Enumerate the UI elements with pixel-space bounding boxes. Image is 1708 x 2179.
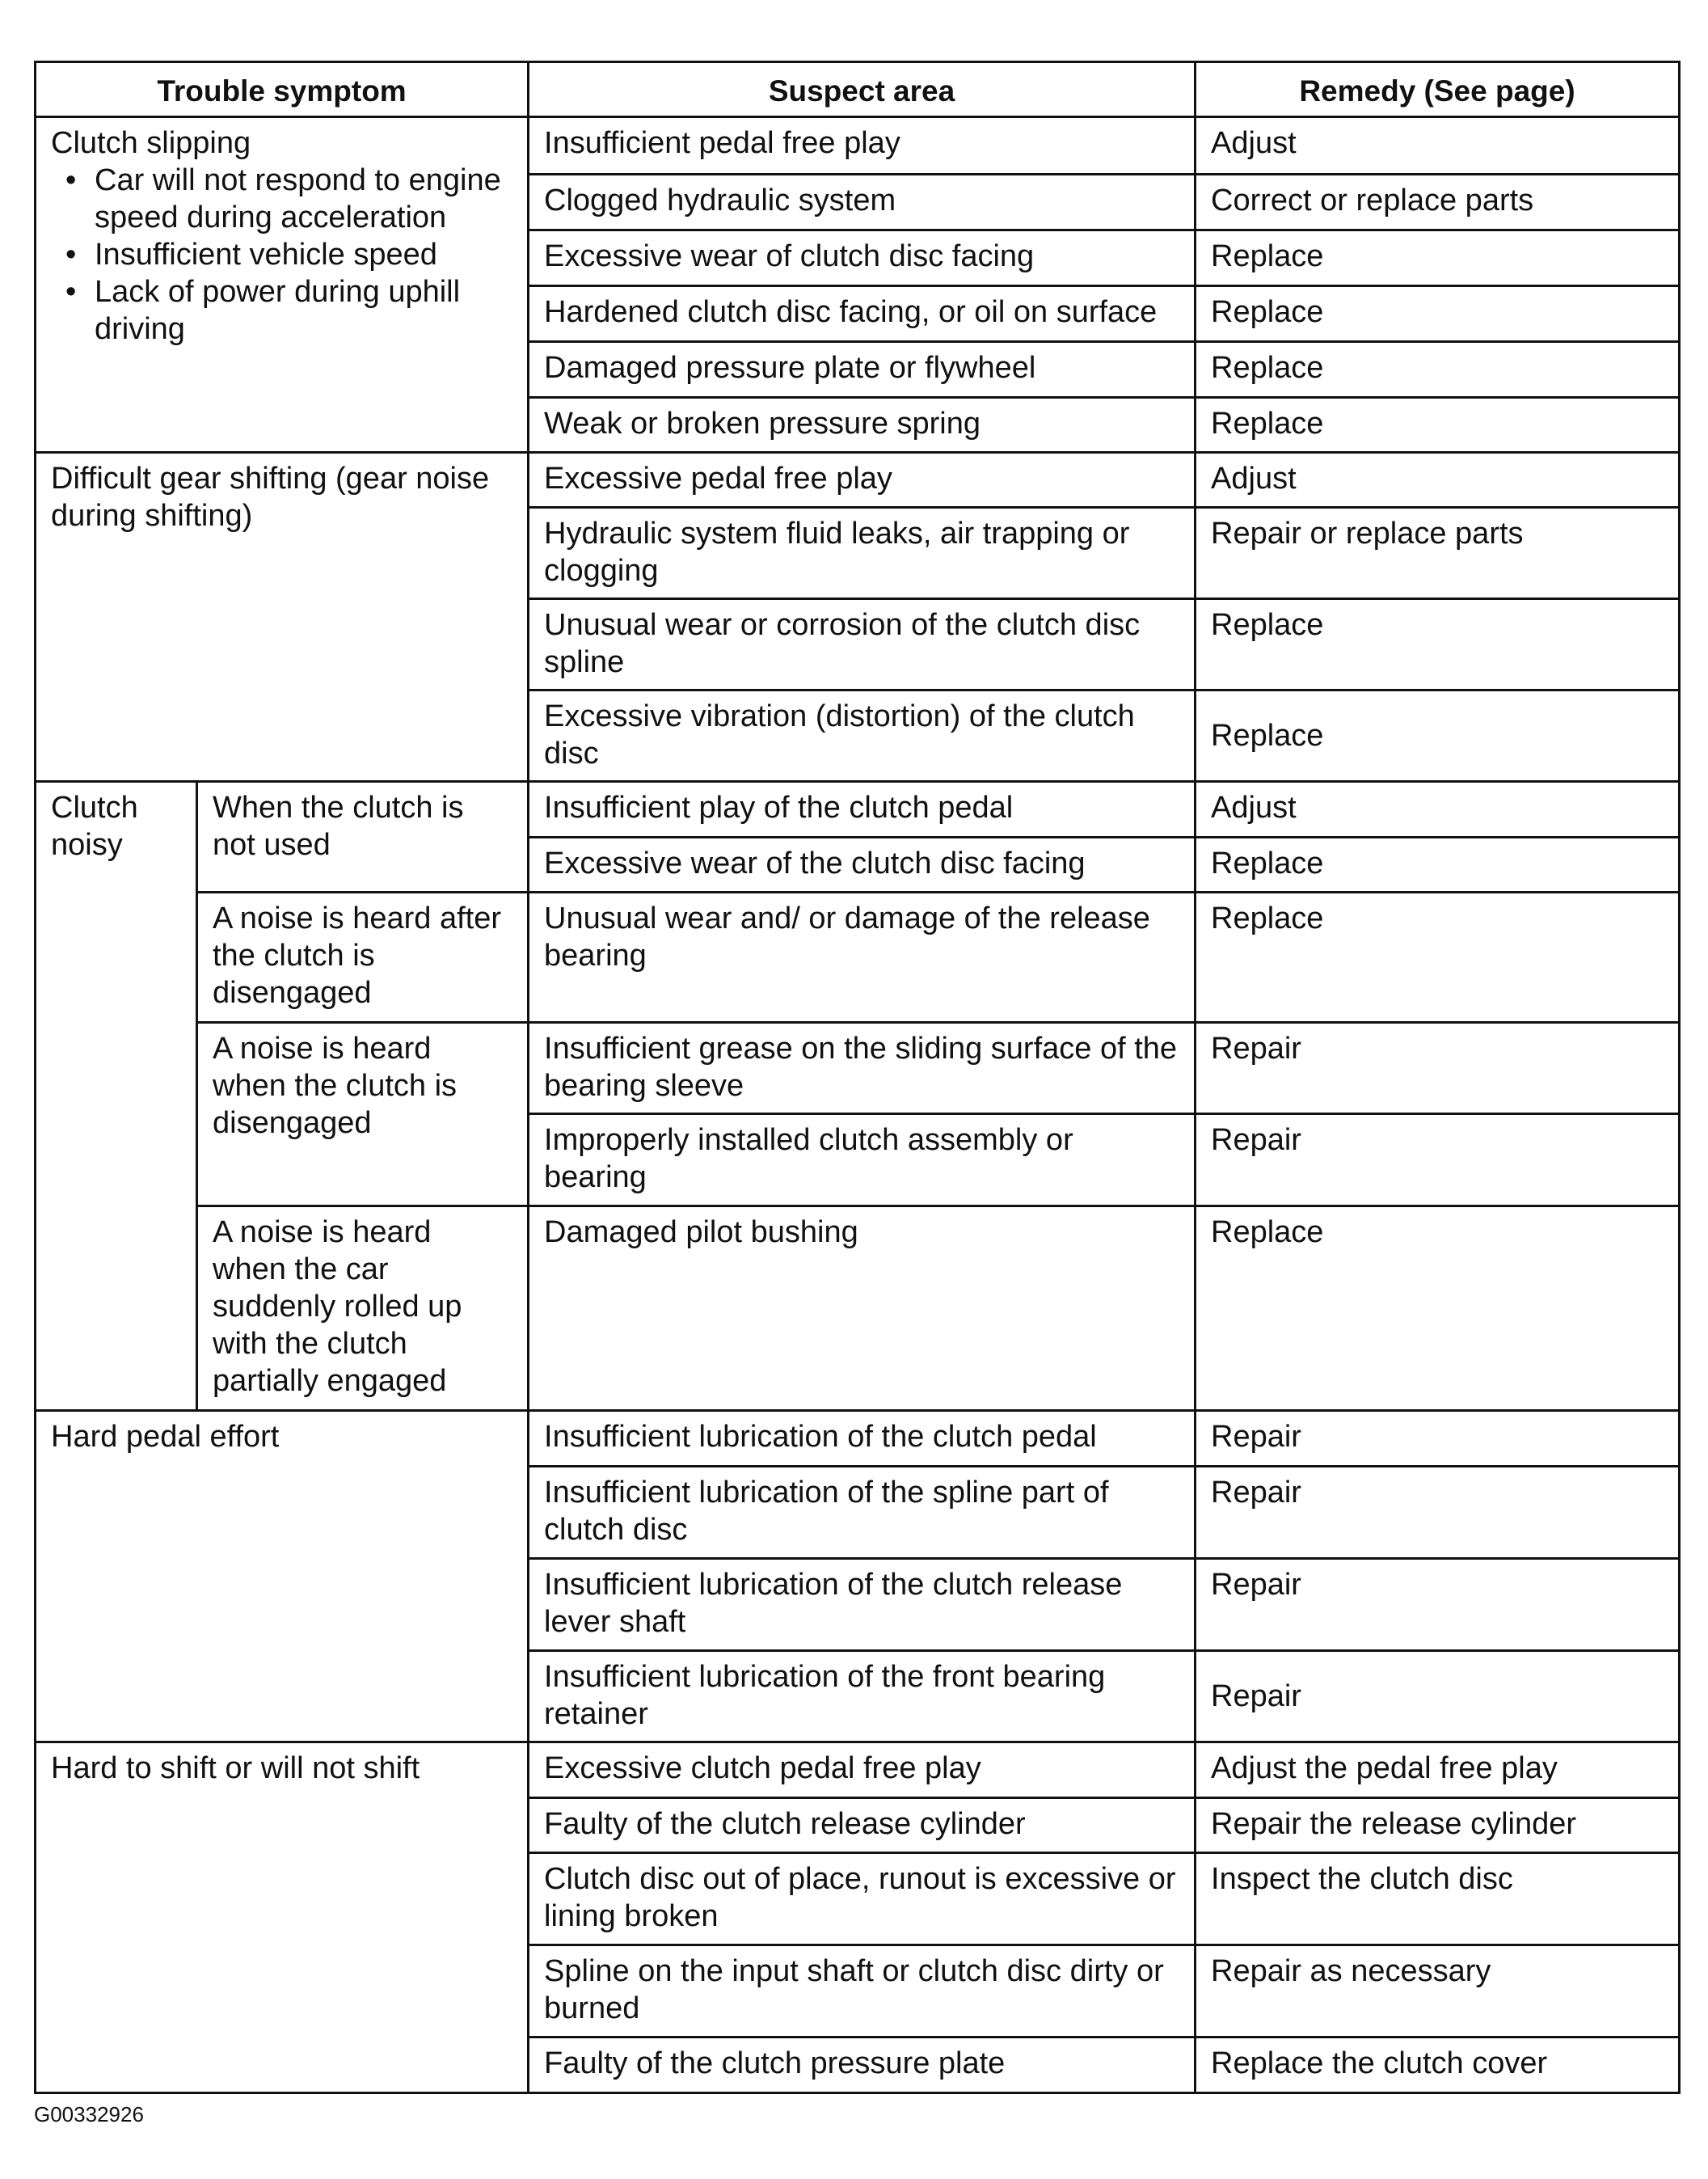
suspect-cell: Excessive vibration (distortion) of the clutch disc [529, 690, 1196, 782]
suspect-cell: Insufficient lubrication of the spline part of clutch disc [529, 1467, 1196, 1559]
condition-cell: A noise is heard after the clutch is disengaged [197, 893, 529, 1023]
remedy-cell: Repair or replace parts [1196, 508, 1680, 599]
suspect-cell: Faulty of the clutch pressure plate [529, 2038, 1196, 2093]
header-remedy: Remedy (See page) [1196, 62, 1680, 117]
symptom-cell: Hard pedal effort [36, 1411, 529, 1742]
figure-code: G00332926 [34, 2102, 144, 2126]
remedy-cell: Repair [1196, 1411, 1680, 1467]
symptom-cell: Clutch noisy [36, 782, 197, 1411]
remedy-cell: Correct or replace parts [1196, 175, 1680, 230]
table-row [36, 893, 1680, 1023]
table-row [36, 1411, 1680, 1467]
table-row [36, 453, 1680, 508]
suspect-cell: Excessive pedal free play [529, 453, 1196, 508]
suspect-cell: Weak or broken pressure spring [529, 398, 1196, 453]
suspect-cell: Excessive clutch pedal free play [529, 1742, 1196, 1798]
suspect-cell: Unusual wear and/ or damage of the release bearing [529, 893, 1196, 1023]
remedy-cell: Replace [1196, 286, 1680, 342]
remedy-cell: Adjust [1196, 782, 1680, 838]
suspect-cell: Hydraulic system fluid leaks, air trapping or clogging [529, 508, 1196, 599]
symptom-cell [36, 117, 529, 453]
troubleshooting-table [34, 61, 1681, 2094]
remedy-cell: Replace [1196, 690, 1680, 782]
remedy-cell: Repair as necessary [1196, 1945, 1680, 2038]
remedy-cell: Replace [1196, 398, 1680, 453]
symptom-bullet: • Insufficient vehicle speed [95, 236, 512, 273]
suspect-cell: Insufficient lubrication of the clutch release lever shaft [529, 1559, 1196, 1651]
table-row [36, 782, 1680, 838]
remedy-cell: Adjust [1196, 117, 1680, 175]
symptom-bullet: • Car will not respond to engine speed during acceleration [95, 162, 512, 236]
remedy-cell: Replace [1196, 599, 1680, 690]
header-row [36, 62, 1680, 117]
header-trouble-symptom: Trouble symptom [36, 62, 529, 117]
suspect-cell: Insufficient lubrication of the clutch pedal [529, 1411, 1196, 1467]
table-row [36, 1023, 1680, 1114]
remedy-cell: Adjust [1196, 453, 1680, 508]
suspect-cell: Insufficient play of the clutch pedal [529, 782, 1196, 838]
suspect-cell: Insufficient pedal free play [529, 117, 1196, 175]
remedy-cell: Repair [1196, 1651, 1680, 1742]
suspect-cell: Damaged pressure plate or flywheel [529, 342, 1196, 398]
suspect-cell: Insufficient lubrication of the front bearing retainer [529, 1651, 1196, 1742]
remedy-cell: Repair the release cylinder [1196, 1798, 1680, 1853]
suspect-cell: Hardened clutch disc facing, or oil on surface [529, 286, 1196, 342]
remedy-cell: Replace the clutch cover [1196, 2038, 1680, 2093]
remedy-cell: Replace [1196, 230, 1680, 286]
table-row [36, 1206, 1680, 1411]
suspect-cell: Clogged hydraulic system [529, 175, 1196, 230]
suspect-cell: Spline on the input shaft or clutch disc dirty or burned [529, 1945, 1196, 2038]
remedy-cell: Replace [1196, 1206, 1680, 1411]
header-suspect-area: Suspect area [529, 62, 1196, 117]
suspect-cell: Improperly installed clutch assembly or bearing [529, 1114, 1196, 1206]
suspect-cell: Clutch disc out of place, runout is excessive or lining broken [529, 1853, 1196, 1945]
condition-cell: When the clutch is not used [197, 782, 529, 893]
symptom-cell: Difficult gear shifting (gear noise during shifting) [36, 453, 529, 782]
suspect-cell: Damaged pilot bushing [529, 1206, 1196, 1411]
suspect-cell: Excessive wear of the clutch disc facing [529, 838, 1196, 893]
symptom-cell: Hard to shift or will not shift [36, 1742, 529, 2093]
table-row [36, 1742, 1680, 1798]
symptom-bullet: • Lack of power during uphill driving [95, 273, 512, 348]
condition-cell: A noise is heard when the car suddenly rolled up with the clutch partially engaged [197, 1206, 529, 1411]
remedy-cell: Adjust the pedal free play [1196, 1742, 1680, 1798]
symptom-title: Clutch slipping [51, 126, 251, 160]
remedy-cell: Replace [1196, 342, 1680, 398]
remedy-cell: Inspect the clutch disc [1196, 1853, 1680, 1945]
suspect-cell: Insufficient grease on the sliding surface of the bearing sleeve [529, 1023, 1196, 1114]
remedy-cell: Repair [1196, 1467, 1680, 1559]
remedy-cell: Replace [1196, 893, 1680, 1023]
remedy-cell: Replace [1196, 838, 1680, 893]
table-row [36, 117, 1680, 175]
condition-cell: A noise is heard when the clutch is disengaged [197, 1023, 529, 1206]
symptom-bullet-list [51, 162, 512, 348]
suspect-cell: Faulty of the clutch release cylinder [529, 1798, 1196, 1853]
suspect-cell: Excessive wear of clutch disc facing [529, 230, 1196, 286]
remedy-cell: Repair [1196, 1023, 1680, 1114]
remedy-cell: Repair [1196, 1559, 1680, 1651]
remedy-cell: Repair [1196, 1114, 1680, 1206]
suspect-cell: Unusual wear or corrosion of the clutch disc spline [529, 599, 1196, 690]
